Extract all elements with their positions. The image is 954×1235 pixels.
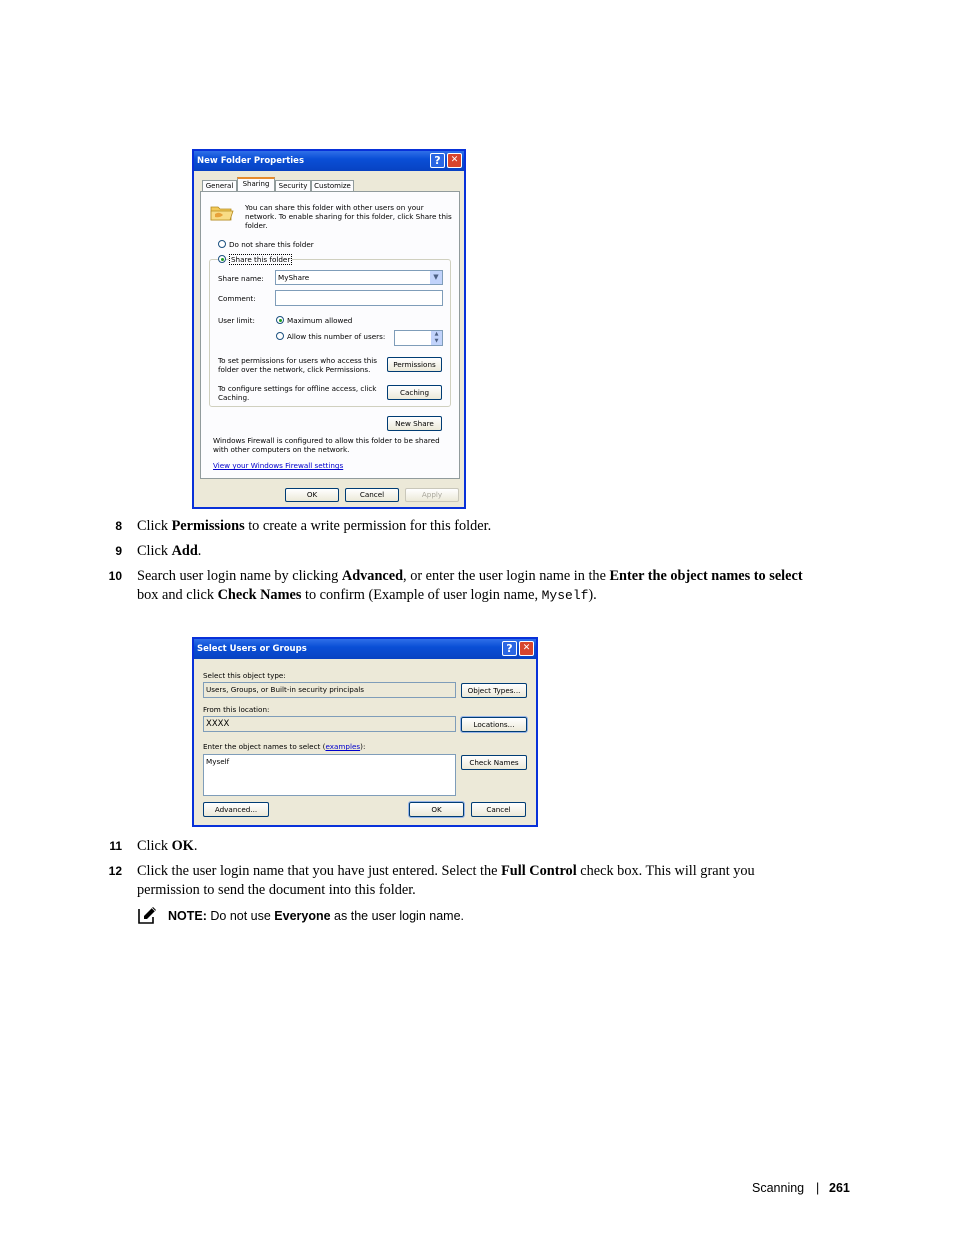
step-12-line-2: permission to send the document into this folder.	[137, 882, 416, 898]
object-names-input[interactable]	[203, 754, 456, 796]
user-limit-label: User limit:	[218, 316, 255, 325]
info-line-1: You can share this folder with other users on your	[245, 203, 424, 212]
footer-separator: |	[816, 1181, 820, 1195]
page-number: 261	[829, 1181, 850, 1195]
step-11-number: 11	[109, 839, 122, 853]
help-icon[interactable]: ?	[430, 153, 445, 168]
note-pre: Do not use	[206, 909, 275, 923]
sharing-panel	[200, 191, 460, 479]
note-post: as the user login name.	[330, 909, 464, 923]
firewall-text-1: Windows Firewall is configured to allow this folder to be shared	[213, 436, 440, 445]
step-10-pre: Search user login name by clicking	[137, 568, 342, 584]
step-10-number: 10	[108, 569, 122, 583]
enter-names-label-end: ):	[360, 742, 366, 751]
do-not-share-radio[interactable]	[218, 240, 226, 248]
step-10-line-2	[137, 586, 597, 606]
caching-text-1: To configure settings for offline access, click	[218, 384, 377, 393]
step-8-number: 8	[115, 519, 122, 533]
note-text	[168, 909, 464, 923]
step-12-number: 12	[108, 864, 122, 878]
step-11-text	[137, 837, 197, 857]
cancel-button[interactable]: Cancel	[471, 802, 526, 817]
step-11-bold: OK	[171, 838, 194, 854]
step-8-pre: Click	[137, 518, 172, 534]
spin-up-icon[interactable]: ▲	[431, 331, 442, 338]
select-users-dialog	[192, 637, 538, 827]
share-name-label: Share name:	[218, 274, 264, 283]
user-count-stepper[interactable]	[394, 330, 443, 346]
step-10-line2-post: ).	[588, 587, 597, 603]
step-10-example-code: Myself	[541, 588, 589, 603]
close-icon[interactable]: ✕	[519, 641, 534, 656]
note-bold: Everyone	[274, 909, 331, 923]
caching-button[interactable]: Caching	[387, 385, 442, 400]
enter-names-label	[203, 742, 365, 751]
allow-number-label: Allow this number of users:	[287, 332, 386, 341]
step-12-full-control: Full Control	[501, 863, 577, 879]
step-9-text	[137, 542, 201, 562]
info-line-2: network. To enable sharing for this folder, click Share this	[245, 212, 452, 221]
step-11-post: .	[193, 838, 198, 854]
new-share-button[interactable]: New Share	[387, 416, 442, 431]
step-12-line-1	[137, 862, 755, 882]
new-folder-properties-dialog	[192, 149, 466, 509]
shared-folder-icon	[209, 202, 235, 222]
step-9-post: .	[197, 543, 202, 559]
object-type-label: Select this object type:	[203, 671, 286, 680]
step-12-post: check box. This will grant you	[576, 863, 755, 879]
cancel-button[interactable]: Cancel	[345, 488, 399, 502]
share-this-folder-label: Share this folder	[231, 255, 291, 264]
location-label: From this location:	[203, 705, 270, 714]
permissions-text-2: folder over the network, click Permissions.	[218, 365, 371, 374]
step-10-mid: , or enter the user login name in the	[403, 568, 610, 584]
step-9-number: 9	[115, 544, 122, 558]
step-10-check-names: Check Names	[217, 587, 302, 603]
share-name-value: MyShare	[278, 273, 310, 282]
step-10-line-1	[137, 567, 803, 587]
location-field	[203, 716, 456, 732]
permissions-text-1: To set permissions for users who access this	[218, 356, 378, 365]
spin-down-icon[interactable]: ▼	[431, 338, 442, 345]
comment-field[interactable]	[275, 290, 443, 306]
tab-security[interactable]: Security	[275, 180, 311, 192]
advanced-button[interactable]: Advanced...	[203, 802, 269, 817]
dialog-title: New Folder Properties	[194, 151, 464, 171]
note-pencil-icon	[137, 905, 157, 925]
allow-number-radio[interactable]	[276, 332, 284, 340]
check-names-button[interactable]: Check Names	[461, 755, 527, 770]
close-icon[interactable]: ✕	[447, 153, 462, 168]
note-label: NOTE:	[168, 909, 207, 923]
caching-text-2: Caching.	[218, 393, 250, 402]
maximum-allowed-radio[interactable]	[276, 316, 284, 324]
ok-button[interactable]: OK	[409, 802, 464, 817]
step-8-text	[137, 517, 491, 537]
apply-button[interactable]: Apply	[405, 488, 459, 502]
object-types-button[interactable]: Object Types...	[461, 683, 527, 698]
locations-button[interactable]: Locations...	[461, 717, 527, 732]
step-9-pre: Click	[137, 543, 172, 559]
step-9-bold: Add	[171, 543, 198, 559]
dialog-title: Select Users or Groups	[194, 639, 536, 659]
enter-names-label-text: Enter the object names to select (	[203, 742, 326, 751]
step-11-pre: Click	[137, 838, 172, 854]
help-icon[interactable]: ?	[502, 641, 517, 656]
firewall-text-2: with other computers on the network.	[213, 445, 350, 454]
permissions-button[interactable]: Permissions	[387, 357, 442, 372]
tab-sharing[interactable]: Sharing	[237, 177, 275, 192]
firewall-settings-link[interactable]: View your Windows Firewall settings	[213, 461, 344, 470]
step-10-line2-pre: box and click	[137, 587, 218, 603]
share-this-folder-radio[interactable]	[218, 255, 226, 263]
ok-button[interactable]: OK	[285, 488, 339, 502]
location-value: XXXX	[206, 719, 230, 729]
step-12-pre: Click the user login name that you have just entered. Select the	[137, 863, 502, 879]
object-type-field	[203, 682, 456, 698]
step-10-advanced: Advanced	[341, 568, 404, 584]
examples-link[interactable]: examples	[325, 742, 361, 751]
do-not-share-label: Do not share this folder	[229, 240, 314, 249]
object-type-value: Users, Groups, or Built-in security principals	[206, 685, 364, 694]
info-line-3: folder.	[245, 221, 268, 230]
step-8-post: to create a write permission for this folder.	[244, 518, 492, 534]
step-8-bold: Permissions	[171, 518, 245, 534]
tab-customize[interactable]: Customize	[311, 180, 354, 192]
step-10-line2-mid: to confirm (Example of user login name,	[301, 587, 542, 603]
comment-label: Comment:	[218, 294, 256, 303]
footer-section: Scanning	[752, 1181, 805, 1195]
chevron-down-icon[interactable]: ▼	[430, 271, 442, 284]
tab-general[interactable]: General	[202, 180, 237, 192]
object-names-value: Myself	[206, 757, 230, 766]
maximum-allowed-label: Maximum allowed	[287, 316, 353, 325]
step-10-enter-names: Enter the object names to select	[609, 568, 803, 584]
share-name-select[interactable]	[275, 270, 443, 285]
